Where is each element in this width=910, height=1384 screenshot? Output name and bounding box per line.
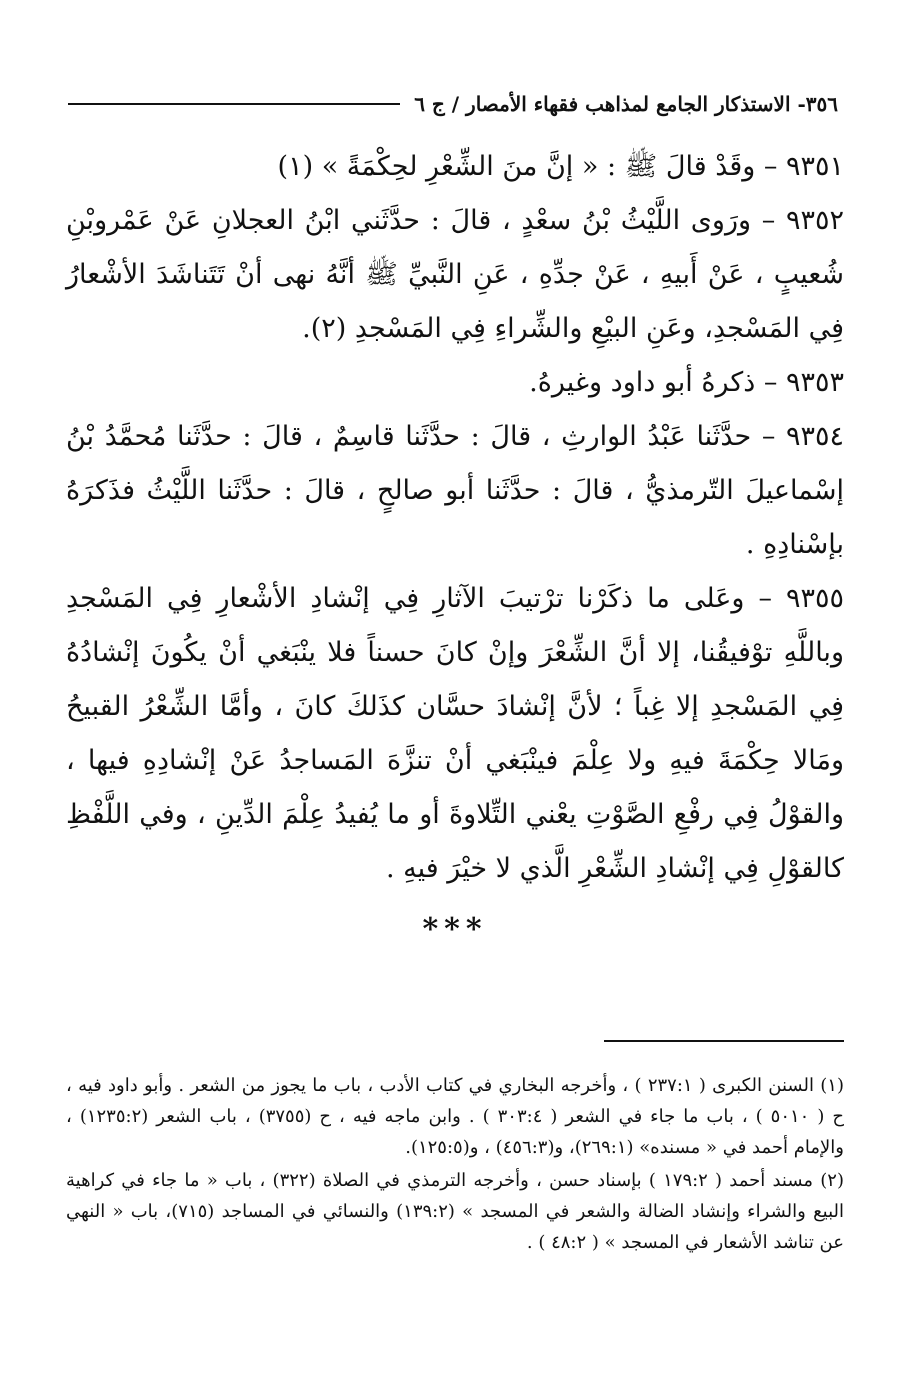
header-title: ٣٥٦- الاستذكار الجامع لمذاهب فقهاء الأمصار / ج ٦ — [414, 92, 838, 116]
footnote-1: (١) السنن الكبرى ( ٢٣٧:١ ) ، وأخرجه البخاري في كتاب الأدب ، باب ما يجوز من الشعر . وأبو داود فيه ، ح ( ٥٠١٠ ) ، باب ما جاء في الشعر ( ٣٠٣:٤ ) . وابن ماجه فيه ، ح (٣٧٥٥) ، باب الشعر (١٢٣٥:٢) ، والإمام أحمد في « مسنده» (٢٦٩:١)، و(٤٥٦:٣) ، و(١٢٥:٥). — [66, 1075, 844, 1158]
footnotes — [66, 1070, 844, 1260]
footnote-2: (٢) مسند أحمد ( ١٧٩:٢ ) بإسناد حسن ، وأخرجه الترمذي في الصلاة (٣٢٢) ، باب « ما جاء في كراهية البيع والشراء وإنشاد الضالة والشعر في المسجد » (١٣٩:٢) والنسائي في المساجد (٧١٥)، باب « النهي عن تناشد الأشعار في المسجد » ( ٤٨:٢ ) . — [66, 1170, 844, 1253]
header-rule — [68, 103, 400, 105]
paragraph-9352: ٩٣٥٢ – ورَوى اللَّيْثُ بْنُ سعْدٍ ، قالَ : حدَّثَني ابْنُ العجلانِ عَنْ عَمْروبْنِ شُعيبٍ ، عَنْ أَبيهِ ، عَنْ جدِّهِ ، عَنِ النَّبيِّ ﷺ أنَّهُ نهى أنْ تَتَناشَدَ الأشْعارُ فِي المَسْجدِ، وعَنِ البيْعِ والشِّراءِ فِي المَسْجدِ (٢). — [66, 205, 844, 344]
paragraph-9355: ٩٣٥٥ – وعَلى ما ذكَرْنا ترْتيبَ الآثارِ فِي إنْشادِ الأشْعارِ فِي المَسْجدِ وباللَّهِ توْفيقُنا، إلا أنَّ الشِّعْرَ وإنْ كانَ حسناً فلا ينْبَغي أنْ يكُونَ إنْشادُهُ فِي المَسْجدِ إلا غِباً ؛ لأنَّ إنْشادَ حسَّان كذَلكَ كانَ ، وأمَّا الشِّعْرُ القبيحُ ومَالا حِكْمَةَ فيهِ ولا عِلْمَ فينْبَغي أنْ تنزَّهَ المَساجدُ عَنْ إنْشادِهِ فيها ، والقوْلُ فِي رفْعِ الصَّوْتِ يعْني التِّلاوةَ أو ما يُفيدُ عِلْمَ الدِّينِ ، وفي اللَّفْظِ كالقوْلِ فِي إنْشادِ الشِّعْرِ الَّذي لا خيْرَ فيهِ . — [66, 583, 844, 884]
main-text — [66, 140, 844, 896]
paragraph-9354: ٩٣٥٤ – حدَّثَنا عَبْدُ الوارثِ ، قالَ : حدَّثَنا قاسِمٌ ، قالَ : حدَّثَنا مُحمَّدُ بْنُ إسْماعيلَ التّرمذيُّ ، قالَ : حدَّثَنا أبو صالحٍ ، قالَ : حدَّثَنا اللَّيْثُ فذَكرَهُ بإسْنادِهِ . — [66, 421, 844, 560]
paragraph-9353: ٩٣٥٣ – ذكرهُ أبو داود وغيرهُ. — [529, 367, 844, 398]
running-header — [68, 86, 838, 122]
section-separator: *** — [422, 912, 488, 947]
paragraph-9351: ٩٣٥١ – وقَدْ قالَ ﷺ : « إنَّ منَ الشِّعْرِ لحِكْمَةً » (١) — [277, 151, 844, 182]
footnote-rule — [604, 1040, 844, 1042]
